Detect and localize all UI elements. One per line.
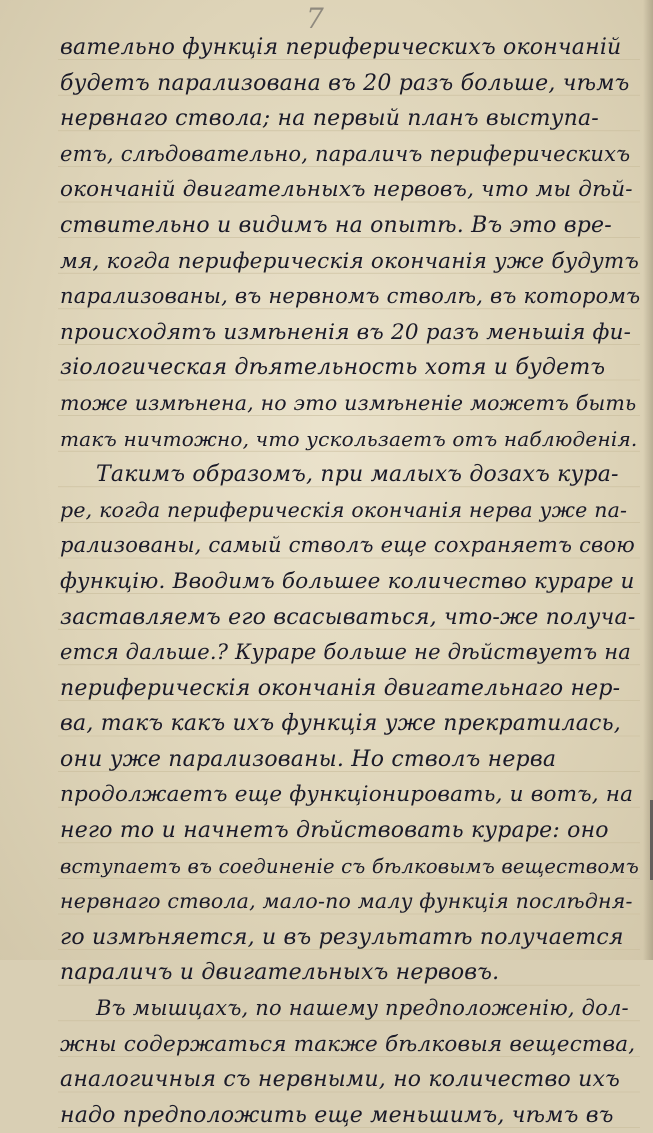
text-line: рализованы, самый стволъ еще сохраняетъ свою — [60, 533, 635, 558]
text-line: функцію. Вводимъ большее количество кураре и — [60, 568, 635, 594]
text-line: нервнаго ствола, мало-по малу функція послѣдня- — [60, 889, 633, 914]
text-line: происходятъ измѣненія въ 20 разъ меньшія фи- — [60, 319, 632, 345]
text-line: ствительно и видимъ на опытѣ. Въ это вре- — [60, 212, 612, 238]
text-line: етъ, слѣдовательно, параличъ периферическихъ — [60, 141, 631, 166]
page-edge-shadow — [643, 0, 653, 960]
text-line: Въ мышцахъ, по нашему предположенію, дол- — [96, 996, 629, 1021]
text-line: жны содержаться также бѣлковыя вещества, — [60, 1031, 636, 1057]
text-line: вательно функція периферическихъ окончаній — [60, 35, 622, 60]
text-line: ется дальше.? Кураре больше не дѣйствуетъ на — [60, 640, 631, 665]
text-line: они уже парализованы. Но стволъ нерва — [60, 746, 557, 772]
text-line: го измѣняется, и въ результатѣ получается — [60, 924, 624, 950]
text-line: периферическія окончанія двигательнаго нер- — [60, 675, 621, 701]
text-line: заставляемъ его всасываться, что-же получа- — [60, 604, 636, 630]
page-number: 7 — [306, 2, 324, 35]
text-line: Такимъ образомъ, при малыхъ дозахъ кура- — [96, 462, 619, 488]
text-line: парализованы, въ нервномъ стволѣ, въ которомъ — [60, 284, 641, 309]
text-line: будетъ парализована въ 20 разъ больше, чѣмъ — [60, 70, 630, 96]
text-line: продолжаетъ еще функціонировать, и вотъ, на — [60, 782, 634, 808]
text-line: ре, когда периферическія окончанія нерва уже па- — [60, 497, 628, 522]
text-line: него то и начнетъ дѣйствовать кураре: оно — [60, 818, 609, 844]
text-line: зіологическая дѣятельность хотя и будетъ — [60, 355, 606, 381]
handwritten-text-block — [60, 30, 640, 1133]
text-line: нервнаго ствола; на первый планъ выступа- — [60, 106, 599, 132]
text-line: тоже измѣнена, но это измѣненіе можетъ быть — [60, 390, 637, 415]
text-line: ва, такъ какъ ихъ функція уже прекратилась, — [60, 711, 621, 737]
text-line: аналогичныя съ нервными, но количество ихъ — [60, 1067, 620, 1093]
text-line: окончаній двигательныхъ нервовъ, что мы дѣй- — [60, 177, 633, 203]
text-line: такъ ничтожно, что ускользаетъ отъ наблюденія. — [60, 426, 638, 451]
text-line: мя, когда периферическія окончанія уже будутъ — [60, 248, 639, 274]
text-line: вступаетъ въ соединеніе съ бѣлковымъ веществомъ — [60, 854, 639, 878]
text-line: надо предположить еще меньшимъ, чѣмъ въ — [60, 1102, 614, 1128]
text-line: параличъ и двигательныхъ нервовъ. — [60, 960, 500, 986]
